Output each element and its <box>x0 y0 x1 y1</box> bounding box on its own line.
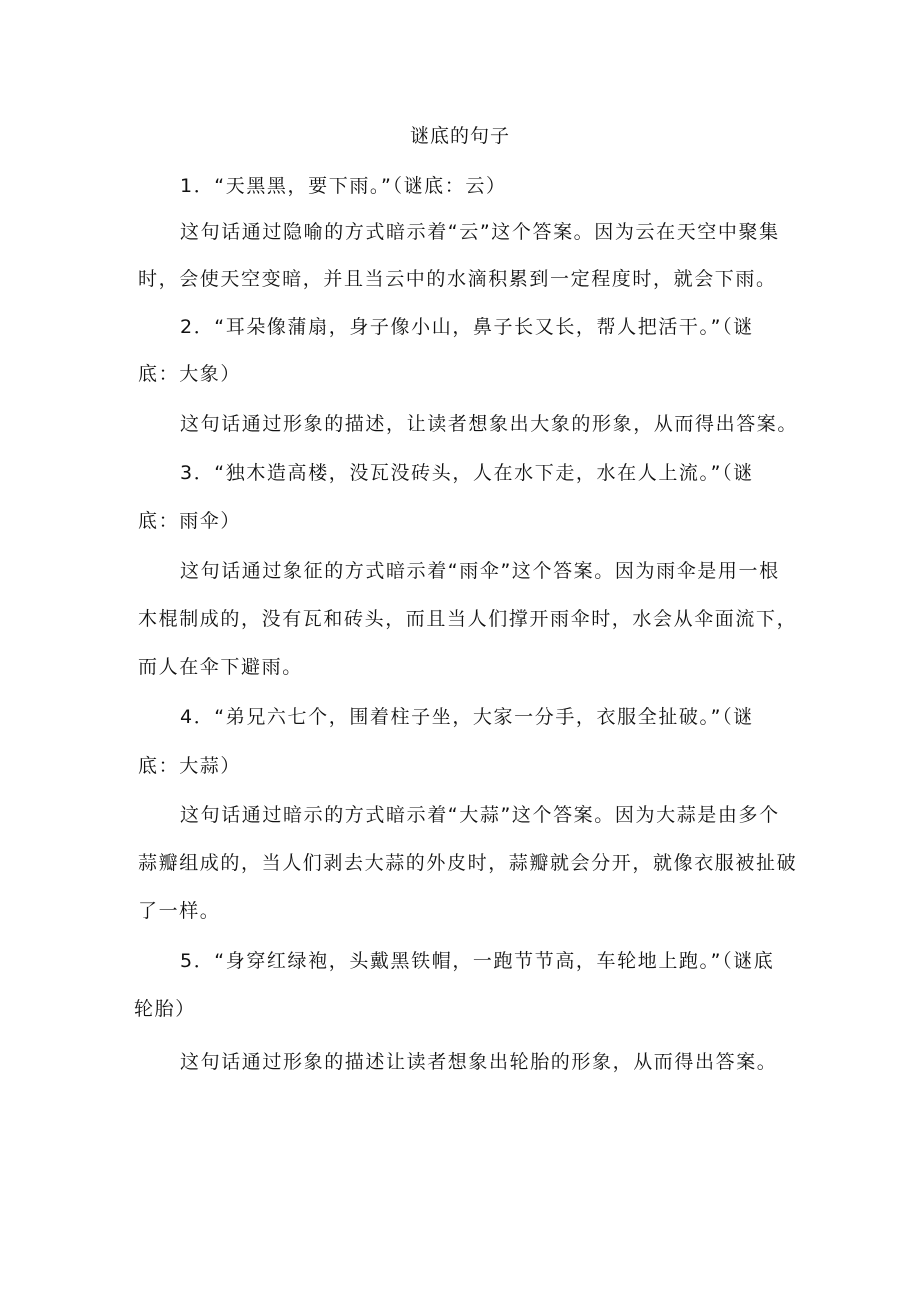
riddle-3-question-line-2: 底：雨伞） <box>138 510 242 532</box>
riddle-4-question-line-2: 底：大蒜） <box>138 755 242 777</box>
riddle-2-question-line-1: 2．“耳朵像蒲扇，身子像小山，鼻子长又长，帮人把活干。”（谜 <box>180 316 754 338</box>
riddle-4-question-line-1: 4．“弟兄六七个，围着柱子坐，大家一分手，衣服全扯破。”（谜 <box>180 706 754 728</box>
riddle-2-question-line-2: 底：大象） <box>138 363 242 385</box>
riddle-5-explanation: 这句话通过形象的描述让读者想象出轮胎的形象，从而得出答案。 <box>180 1051 778 1073</box>
riddle-4-explanation-line-1: 这句话通过暗示的方式暗示着“大蒜”这个答案。因为大蒜是由多个 <box>180 804 780 826</box>
riddle-4-explanation-line-3: 了一样。 <box>138 900 221 922</box>
riddle-5-question-line-1: 5．“身穿红绿袍，头戴黑铁帽，一跑节节高，车轮地上跑。”（谜底 <box>180 950 775 972</box>
document-title: 谜底的句子 <box>409 125 510 147</box>
riddle-5-question-line-2: 轮胎） <box>134 998 196 1020</box>
riddle-1-question: 1．“天黑黑，要下雨。”（谜底：云） <box>180 175 507 197</box>
riddle-3-explanation-line-1: 这句话通过象征的方式暗示着“雨伞”这个答案。因为雨伞是用一根 <box>180 560 780 582</box>
riddle-3-explanation-line-2: 木棍制成的，没有瓦和砖头，而且当人们撑开雨伞时，水会从伞面流下， <box>138 608 798 630</box>
riddle-4-explanation-line-2: 蒜瓣组成的，当人们剥去大蒜的外皮时，蒜瓣就会分开，就像衣服被扯破 <box>138 852 798 874</box>
riddle-2-explanation: 这句话通过形象的描述，让读者想象出大象的形象，从而得出答案。 <box>180 413 799 435</box>
riddle-1-explanation-line-2: 时，会使天空变暗，并且当云中的水滴积累到一定程度时，就会下雨。 <box>138 268 777 290</box>
riddle-1-explanation-line-1: 这句话通过隐喻的方式暗示着“云”这个答案。因为云在天空中聚集 <box>180 221 780 243</box>
riddle-3-explanation-line-3: 而人在伞下避雨。 <box>138 656 303 678</box>
riddle-3-question-line-1: 3．“独木造高楼，没瓦没砖头，人在水下走，水在人上流。”（谜 <box>180 462 754 484</box>
